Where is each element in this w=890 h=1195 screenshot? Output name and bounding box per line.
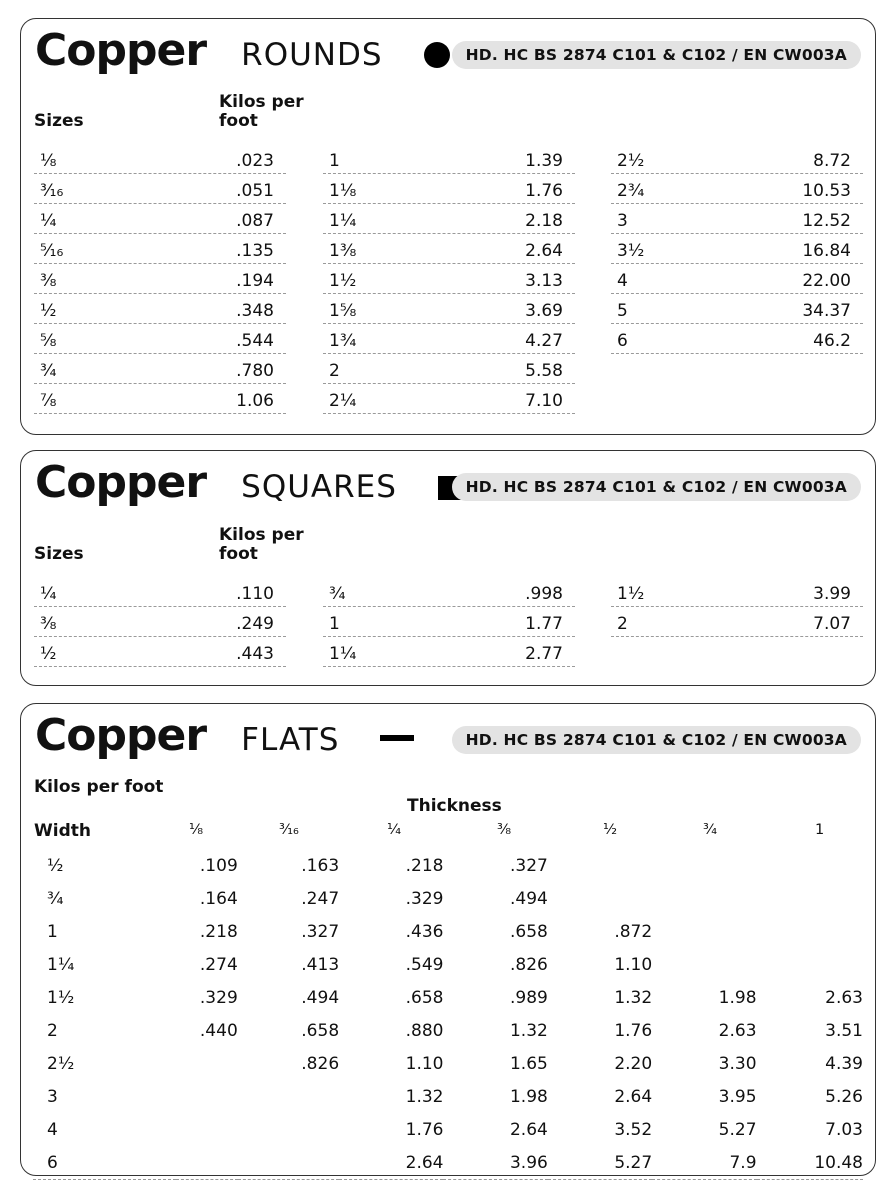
kilos-value: 3.13 [525,271,563,291]
table-row [34,175,286,204]
table-row [611,578,863,607]
width-cell: 2 [33,1015,176,1048]
kilos-cell: .494 [443,883,547,916]
kilos-cell: .880 [339,1015,443,1048]
rounds-column-3 [611,145,863,354]
table-row [323,325,575,354]
squares-title [35,457,462,517]
kilos-cell: 1.98 [652,982,756,1015]
kilos-cell [652,916,756,949]
table-row [323,235,575,264]
kilos-cell: 1.10 [548,949,652,982]
size-label: 1¹⁄₄ [329,644,357,664]
kilos-value: .544 [236,331,274,351]
kilos-cell: 1.32 [339,1081,443,1114]
kilos-cell: 1.32 [443,1015,547,1048]
size-label: 2³⁄₄ [617,181,645,201]
size-label: 5 [617,301,628,321]
kilos-cell: 1.76 [548,1015,652,1048]
kilos-value: .249 [236,614,274,634]
rounds-column-1 [34,145,286,414]
flats-panel [20,703,876,1176]
table-row [33,883,863,916]
table-row [323,205,575,234]
kilos-cell: .826 [238,1048,339,1081]
kilos-cell: 3.52 [548,1114,652,1147]
kilos-value: .135 [236,241,274,261]
kilos-cell: 1.10 [339,1048,443,1081]
kilos-cell: 2.64 [548,1081,652,1114]
thickness-column-header: ³⁄₈ [497,822,512,838]
thickness-column-header: ¹⁄₂ [603,822,618,838]
kilos-cell: 2.64 [443,1114,547,1147]
kilos-cell: .329 [339,883,443,916]
thickness-column-header: ¹⁄₄ [387,822,402,838]
kilos-value: 22.00 [802,271,851,291]
table-row [34,608,286,637]
kilos-cell: .989 [443,982,547,1015]
kilos-value: 7.07 [813,614,851,634]
kilos-cell: .436 [339,916,443,949]
squares-title-sub: SQUARES [241,469,397,505]
kilos-cell: .327 [443,850,547,883]
size-label: ³⁄₈ [40,614,57,634]
rounds-title-main: Copper [35,25,207,76]
kilos-value: .051 [236,181,274,201]
kilos-value: .780 [236,361,274,381]
table-row [34,235,286,264]
table-row [33,1147,863,1180]
table-row [34,385,286,414]
kilos-cell: 1.32 [548,982,652,1015]
size-label: 2¹⁄₂ [617,151,645,171]
size-label: ⁵⁄₈ [40,331,57,351]
kilos-cell [176,1114,238,1147]
dash-icon [380,735,414,741]
kilos-cell [238,1081,339,1114]
size-label: ¹⁄₂ [40,644,57,664]
width-cell: 1¹⁄₄ [33,949,176,982]
size-label: 1⁵⁄₈ [329,301,357,321]
kilos-cell: .494 [238,982,339,1015]
kilos-cell: 5.26 [757,1081,863,1114]
size-label: ¹⁄₄ [40,211,57,231]
rounds-title [35,25,450,85]
table-row [611,145,863,174]
kilos-value: 1.06 [236,391,274,411]
kilos-value: .110 [236,584,274,604]
size-label: ³⁄₈ [40,271,57,291]
kilos-cell: .329 [176,982,238,1015]
table-row [34,205,286,234]
size-label: 4 [617,271,628,291]
flats-title-main: Copper [35,710,207,761]
thickness-column-header: ³⁄₄ [703,822,718,838]
table-row [33,1114,863,1147]
kilos-cell: .218 [176,916,238,949]
flats-table [33,850,863,1180]
kilos-cell: .327 [238,916,339,949]
kilos-value: 1.76 [525,181,563,201]
width-cell: 6 [33,1147,176,1180]
table-row [323,355,575,384]
kilos-cell [757,850,863,883]
size-label: ³⁄₄ [329,584,346,604]
table-row [611,295,863,324]
size-label: 1 [329,151,340,171]
kilos-cell: 3.95 [652,1081,756,1114]
table-row [34,355,286,384]
squares-column-2 [323,578,575,667]
squares-panel [20,450,876,686]
table-row [34,265,286,294]
kilos-value: 2.64 [525,241,563,261]
kilos-cell [238,1114,339,1147]
size-label: ³⁄₄ [40,361,57,381]
size-label: ¹⁄₂ [40,301,57,321]
kilos-cell: 4.39 [757,1048,863,1081]
rounds-title-sub: ROUNDS [241,37,383,73]
thickness-column-header: 1 [815,822,825,838]
table-row [34,578,286,607]
kilos-cell: 2.63 [757,982,863,1015]
table-row [33,949,863,982]
kilos-cell: .872 [548,916,652,949]
kilos-value: 10.53 [802,181,851,201]
kilos-cell: 2.20 [548,1048,652,1081]
flats-title [35,710,414,770]
kilos-value: .194 [236,271,274,291]
kilos-cell [652,850,756,883]
spec-badge: HD. HC BS 2874 C101 & C102 / EN CW003A [452,473,861,501]
width-cell: ³⁄₄ [33,883,176,916]
table-row [33,982,863,1015]
thickness-column-header: ³⁄₁₆ [279,822,299,838]
kilos-cell: 7.9 [652,1147,756,1180]
table-row [34,325,286,354]
kilos-cell: .164 [176,883,238,916]
kilos-cell: .274 [176,949,238,982]
size-label: 1³⁄₄ [329,331,357,351]
size-label: 1¹⁄₈ [329,181,357,201]
table-row [34,638,286,667]
table-row [611,265,863,294]
kilos-cell: 7.03 [757,1114,863,1147]
width-cell: 1 [33,916,176,949]
width-cell: 2¹⁄₂ [33,1048,176,1081]
table-row [611,205,863,234]
size-label: 3 [617,211,628,231]
kilos-cell: 5.27 [548,1147,652,1180]
rounds-panel [20,18,876,435]
table-row [323,638,575,667]
kilos-value: 3.99 [813,584,851,604]
size-label: 3¹⁄₂ [617,241,645,261]
kilos-value: 2.77 [525,644,563,664]
table-row [33,850,863,883]
table-row [323,295,575,324]
kilos-cell: .218 [339,850,443,883]
spec-badge: HD. HC BS 2874 C101 & C102 / EN CW003A [452,41,861,69]
kilos-value: .998 [525,584,563,604]
kilos-value: .023 [236,151,274,171]
table-row [611,608,863,637]
kilos-cell: .549 [339,949,443,982]
kilos-cell: .413 [238,949,339,982]
kilos-cell: .658 [238,1015,339,1048]
kilos-cell: .658 [339,982,443,1015]
size-label: 6 [617,331,628,351]
size-label: ⁷⁄₈ [40,391,57,411]
kilos-cell [757,949,863,982]
kilos-cell [548,883,652,916]
flats-title-sub: FLATS [241,722,340,758]
table-row [611,235,863,264]
kilos-value: 12.52 [802,211,851,231]
width-cell: 3 [33,1081,176,1114]
kilos-value: 1.77 [525,614,563,634]
kilos-cell: .109 [176,850,238,883]
table-row [34,295,286,324]
size-label: 2 [329,361,340,381]
table-row [323,608,575,637]
table-row [34,145,286,174]
kilos-cell [548,850,652,883]
table-row [323,175,575,204]
kilos-value: 46.2 [813,331,851,351]
kilos-value: 1.39 [525,151,563,171]
kilos-value: 34.37 [802,301,851,321]
kilos-cell [757,916,863,949]
kilos-cell: .826 [443,949,547,982]
circle-icon [424,42,450,68]
kilos-header: Kilos per foot [219,525,304,564]
squares-column-1 [34,578,286,667]
table-row [323,385,575,414]
sizes-header: Sizes [34,111,84,131]
kilos-cell: 1.76 [339,1114,443,1147]
table-row [611,175,863,204]
kilos-cell: .658 [443,916,547,949]
table-row [611,325,863,354]
size-label: 1¹⁄₂ [617,584,645,604]
table-row [323,578,575,607]
table-row [33,1015,863,1048]
kilos-cell: .440 [176,1015,238,1048]
squares-column-3 [611,578,863,637]
kilos-value: 16.84 [802,241,851,261]
kilos-cell: .163 [238,850,339,883]
table-row [33,1048,863,1081]
kilos-value: .443 [236,644,274,664]
size-label: 2¹⁄₄ [329,391,357,411]
kilos-value: 3.69 [525,301,563,321]
size-label: 2 [617,614,628,634]
kilos-cell: .247 [238,883,339,916]
kilos-cell: 3.51 [757,1015,863,1048]
kilos-cell [652,883,756,916]
size-label: 1¹⁄₂ [329,271,357,291]
thickness-header: Thickness [407,796,502,816]
kilos-value: .087 [236,211,274,231]
table-row [323,265,575,294]
spec-badge: HD. HC BS 2874 C101 & C102 / EN CW003A [452,726,861,754]
kilos-cell [238,1147,339,1180]
size-label: 1³⁄₈ [329,241,357,261]
kilos-cell [176,1081,238,1114]
kilos-cell: 2.64 [339,1147,443,1180]
kilos-value: 2.18 [525,211,563,231]
kilos-value: 5.58 [525,361,563,381]
thickness-column-header: ¹⁄₈ [189,822,204,838]
kilos-value: .348 [236,301,274,321]
table-row [33,916,863,949]
table-row [323,145,575,174]
size-label: ³⁄₁₆ [40,181,64,201]
kilos-cell: 10.48 [757,1147,863,1180]
size-label: ¹⁄₈ [40,151,57,171]
width-cell: 1¹⁄₂ [33,982,176,1015]
kilos-cell: 1.98 [443,1081,547,1114]
kilos-header: Kilos per foot [219,92,304,131]
kilos-cell: 5.27 [652,1114,756,1147]
kilos-per-foot-header: Kilos per foot [34,777,164,797]
width-cell: 4 [33,1114,176,1147]
kilos-value: 8.72 [813,151,851,171]
size-label: ¹⁄₄ [40,584,57,604]
size-label: 1¹⁄₄ [329,211,357,231]
table-row [33,1081,863,1114]
sizes-header: Sizes [34,544,84,564]
size-label: ⁵⁄₁₆ [40,241,64,261]
size-label: 1 [329,614,340,634]
kilos-cell: 2.63 [652,1015,756,1048]
kilos-value: 4.27 [525,331,563,351]
width-header: Width [34,821,91,841]
kilos-cell: 3.96 [443,1147,547,1180]
kilos-cell [757,883,863,916]
squares-title-main: Copper [35,457,207,508]
kilos-value: 7.10 [525,391,563,411]
kilos-cell [176,1048,238,1081]
width-cell: ¹⁄₂ [33,850,176,883]
rounds-column-2 [323,145,575,414]
kilos-cell: 3.30 [652,1048,756,1081]
kilos-cell [176,1147,238,1180]
kilos-cell [652,949,756,982]
kilos-cell: 1.65 [443,1048,547,1081]
